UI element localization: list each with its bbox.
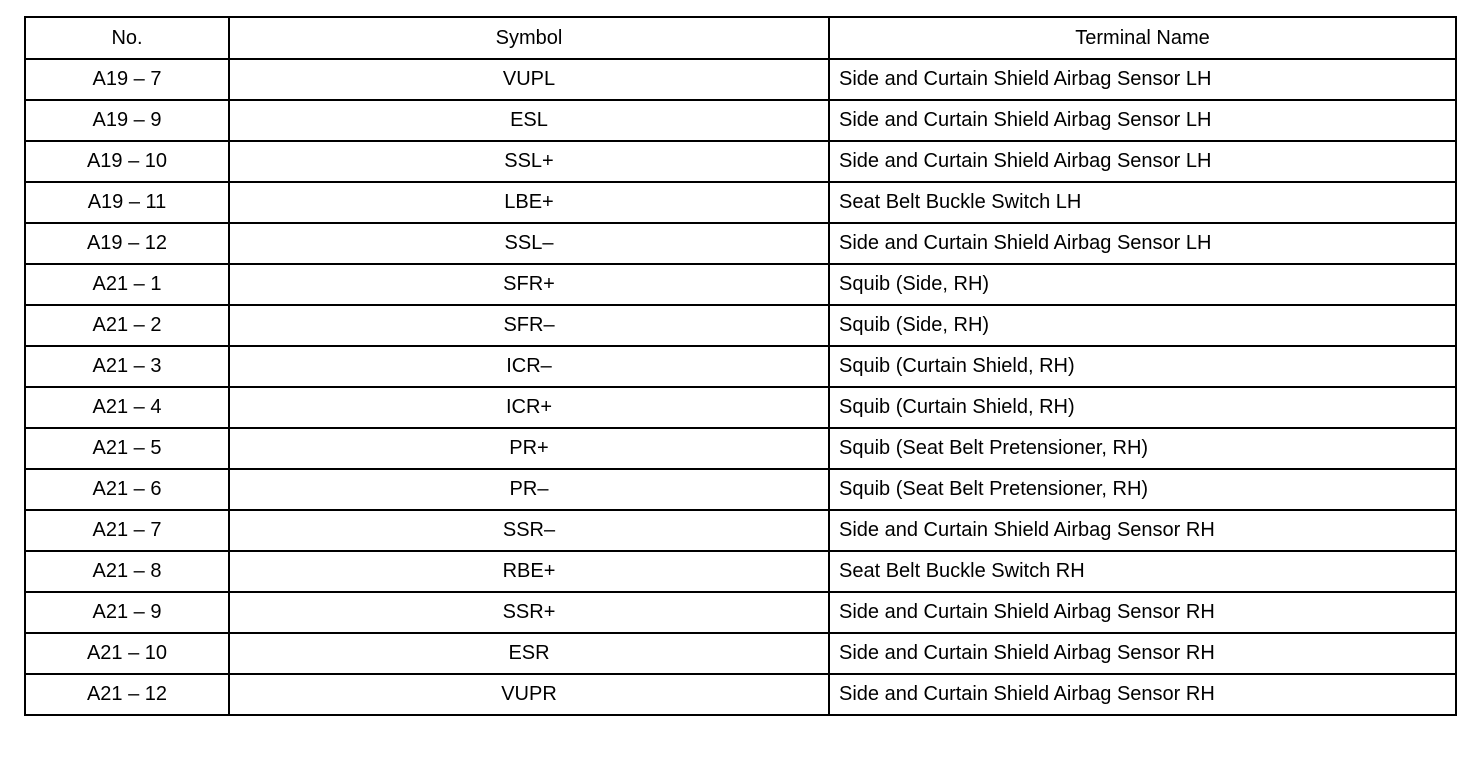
terminal-symbol: ESL bbox=[229, 100, 829, 141]
terminal-symbol: VUPL bbox=[229, 59, 829, 100]
table-row bbox=[25, 592, 1456, 633]
terminal-symbol: VUPR bbox=[229, 674, 829, 715]
table-row bbox=[25, 141, 1456, 182]
terminal-symbol: ESR bbox=[229, 633, 829, 674]
table-row bbox=[25, 510, 1456, 551]
table-row bbox=[25, 469, 1456, 510]
terminal-name: Squib (Curtain Shield, RH) bbox=[829, 346, 1456, 387]
table-row bbox=[25, 264, 1456, 305]
terminal-no: A21 – 12 bbox=[25, 674, 229, 715]
terminal-name: Squib (Seat Belt Pretensioner, RH) bbox=[829, 469, 1456, 510]
terminal-symbol: SFR– bbox=[229, 305, 829, 346]
terminal-symbol: SSR+ bbox=[229, 592, 829, 633]
terminal-symbol: RBE+ bbox=[229, 551, 829, 592]
table-row bbox=[25, 674, 1456, 715]
table-row bbox=[25, 59, 1456, 100]
terminal-no: A19 – 7 bbox=[25, 59, 229, 100]
terminal-symbol: SSR– bbox=[229, 510, 829, 551]
table-row bbox=[25, 346, 1456, 387]
terminal-symbol: SSL+ bbox=[229, 141, 829, 182]
header-terminal-name: Terminal Name bbox=[829, 17, 1456, 59]
terminal-symbol: PR+ bbox=[229, 428, 829, 469]
terminal-name: Side and Curtain Shield Airbag Sensor LH bbox=[829, 59, 1456, 100]
table-row bbox=[25, 182, 1456, 223]
terminal-name: Seat Belt Buckle Switch LH bbox=[829, 182, 1456, 223]
terminal-name: Side and Curtain Shield Airbag Sensor RH bbox=[829, 633, 1456, 674]
terminal-no: A21 – 5 bbox=[25, 428, 229, 469]
terminal-name: Squib (Side, RH) bbox=[829, 264, 1456, 305]
header-symbol: Symbol bbox=[229, 17, 829, 59]
terminal-symbol: PR– bbox=[229, 469, 829, 510]
terminal-no: A21 – 1 bbox=[25, 264, 229, 305]
terminal-no: A21 – 10 bbox=[25, 633, 229, 674]
table-body bbox=[25, 59, 1456, 715]
terminal-no: A21 – 8 bbox=[25, 551, 229, 592]
terminal-name: Squib (Side, RH) bbox=[829, 305, 1456, 346]
terminal-name: Side and Curtain Shield Airbag Sensor RH bbox=[829, 592, 1456, 633]
terminal-no: A19 – 11 bbox=[25, 182, 229, 223]
terminal-name: Side and Curtain Shield Airbag Sensor LH bbox=[829, 223, 1456, 264]
terminal-symbol: SFR+ bbox=[229, 264, 829, 305]
terminal-no: A19 – 10 bbox=[25, 141, 229, 182]
terminal-symbol: LBE+ bbox=[229, 182, 829, 223]
terminal-name: Squib (Curtain Shield, RH) bbox=[829, 387, 1456, 428]
header-row bbox=[25, 17, 1456, 59]
terminal-no: A21 – 9 bbox=[25, 592, 229, 633]
terminal-symbol: ICR+ bbox=[229, 387, 829, 428]
terminal-symbol: SSL– bbox=[229, 223, 829, 264]
table-row bbox=[25, 387, 1456, 428]
table-row bbox=[25, 305, 1456, 346]
table-row bbox=[25, 551, 1456, 592]
table-row bbox=[25, 633, 1456, 674]
terminal-name: Side and Curtain Shield Airbag Sensor RH bbox=[829, 674, 1456, 715]
table-row bbox=[25, 428, 1456, 469]
terminal-name: Side and Curtain Shield Airbag Sensor LH bbox=[829, 141, 1456, 182]
terminal-table bbox=[24, 16, 1457, 716]
header-no: No. bbox=[25, 17, 229, 59]
terminal-name: Side and Curtain Shield Airbag Sensor RH bbox=[829, 510, 1456, 551]
table-header bbox=[25, 17, 1456, 59]
terminal-no: A21 – 4 bbox=[25, 387, 229, 428]
terminal-no: A19 – 12 bbox=[25, 223, 229, 264]
terminal-name: Seat Belt Buckle Switch RH bbox=[829, 551, 1456, 592]
terminal-name: Squib (Seat Belt Pretensioner, RH) bbox=[829, 428, 1456, 469]
terminal-symbol: ICR– bbox=[229, 346, 829, 387]
terminal-name: Side and Curtain Shield Airbag Sensor LH bbox=[829, 100, 1456, 141]
table-row bbox=[25, 100, 1456, 141]
terminal-no: A21 – 2 bbox=[25, 305, 229, 346]
terminal-no: A21 – 3 bbox=[25, 346, 229, 387]
terminal-no: A21 – 7 bbox=[25, 510, 229, 551]
terminal-no: A21 – 6 bbox=[25, 469, 229, 510]
terminal-no: A19 – 9 bbox=[25, 100, 229, 141]
table-row bbox=[25, 223, 1456, 264]
